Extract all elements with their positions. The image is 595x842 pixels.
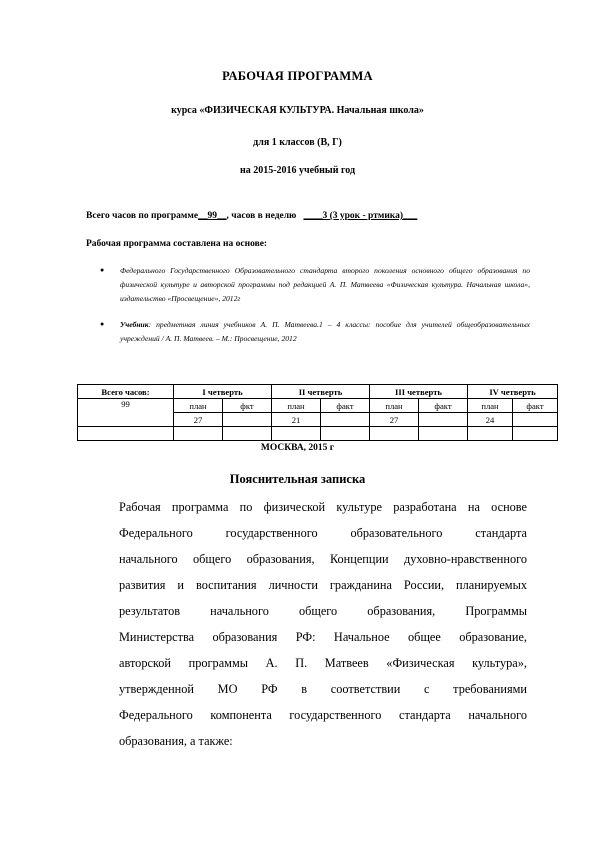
bullet-item-standard xyxy=(120,264,530,306)
table-cell-plan-value: 21 xyxy=(272,413,321,427)
table-cell-empty xyxy=(174,427,223,441)
table-cell-fact-value xyxy=(513,413,558,427)
paragraph-line: Федерального государственного образовательного стандарта xyxy=(119,526,527,540)
hours-total-value: __99__ xyxy=(198,211,227,221)
table-cell-plan-value: 27 xyxy=(370,413,419,427)
paragraph-line: результатов начального общего образования, Программы xyxy=(119,604,527,618)
table-cell-empty xyxy=(468,427,513,441)
table-cell-empty xyxy=(370,427,419,441)
table-cell-fact-label: факт xyxy=(419,399,468,413)
bullet-text: : предметная линия учебников А. П. Матвеева.1 – 4 классы: пособие для учителей общеобразовательных учреждений / А. П. Матвеев. – М.: Просвещение, 2012 xyxy=(120,320,530,343)
table-header-quarter: I четверть xyxy=(174,385,272,399)
table-cell-empty xyxy=(321,427,370,441)
table-cell-empty xyxy=(272,427,321,441)
table-cell-empty xyxy=(513,427,558,441)
table-cell-total: 99 xyxy=(78,399,174,427)
table-cell-fact-label: факт xyxy=(321,399,370,413)
bullet-lead: Учебник xyxy=(120,320,149,329)
table-cell-fact-value xyxy=(223,413,272,427)
course-line: курса «ФИЗИЧЕСКАЯ КУЛЬТУРА. Начальная школа» xyxy=(171,105,424,116)
table-header-total: Всего часов: xyxy=(78,385,174,399)
table-cell-fact-label: факт xyxy=(513,399,558,413)
table-row xyxy=(78,385,558,399)
basis-label: Рабочая программа составлена на основе: xyxy=(86,239,268,249)
table-cell-fact-label: фкт xyxy=(223,399,272,413)
grades-line: для 1 классов (В, Г) xyxy=(253,137,342,148)
hours-line xyxy=(86,211,417,221)
table-cell-empty xyxy=(78,427,174,441)
bullet-dot: ● xyxy=(100,320,105,328)
note-title: Пояснительная записка xyxy=(229,472,366,486)
paragraph-line: утвержденной МО РФ в соответствии с требованиями xyxy=(119,682,527,696)
table-cell-plan-value: 24 xyxy=(468,413,513,427)
paragraph-line: авторской программы А. П. Матвеев «Физическая культура», xyxy=(119,656,527,670)
place-year: МОСКВА, 2015 г xyxy=(260,443,335,453)
explanatory-paragraph xyxy=(119,494,527,754)
table-cell-empty xyxy=(223,427,272,441)
table-cell-plan-label: план xyxy=(370,399,419,413)
paragraph-line: начального общего образования, Концепции духовно-нравственного xyxy=(119,552,527,566)
hours-mid: , часов в неделю xyxy=(226,211,297,221)
bullet-dot: ● xyxy=(100,266,105,274)
table-cell-fact-value xyxy=(321,413,370,427)
year-line: на 2015-2016 учебный год xyxy=(239,165,356,176)
hours-prefix: Всего часов по программе xyxy=(86,211,199,221)
hours-table xyxy=(77,384,558,441)
bullet-text: Федерального Государственного Образовательного стандарта второго поколения основного общего образования по физической культуре и авторской программы под редакцией А. П. Матвеева «Физическая культура. Начальная школа», издательство «Просвещение», 2012г xyxy=(120,266,530,303)
table-header-quarter: III четверть xyxy=(370,385,468,399)
table-cell-plan-label: план xyxy=(174,399,223,413)
paragraph-line: Министерства образования РФ: Начальное общее образование, xyxy=(119,630,527,644)
bullet-item-textbook xyxy=(120,318,530,346)
table-header-quarter: II четверть xyxy=(272,385,370,399)
hours-weekly-value: ____3 (3 урок - ртмика)___ xyxy=(303,211,418,221)
table-row xyxy=(78,427,558,441)
table-cell-plan-label: план xyxy=(272,399,321,413)
paragraph-line: образования, а также: xyxy=(119,734,233,748)
table-cell-plan-label: план xyxy=(468,399,513,413)
doc-title: РАБОЧАЯ ПРОГРАММА xyxy=(222,69,373,83)
table-cell-plan-value: 27 xyxy=(174,413,223,427)
table-header-quarter: IV четверть xyxy=(468,385,558,399)
table-cell-empty xyxy=(419,427,468,441)
paragraph-line: Федерального компонента государственного стандарта начального xyxy=(119,708,527,722)
table-cell-fact-value xyxy=(419,413,468,427)
table-row xyxy=(78,399,558,413)
paragraph-line: развития и воспитания личности гражданина России, планируемых xyxy=(119,578,527,592)
paragraph-line: Рабочая программа по физической культуре разработана на основе xyxy=(119,500,527,514)
